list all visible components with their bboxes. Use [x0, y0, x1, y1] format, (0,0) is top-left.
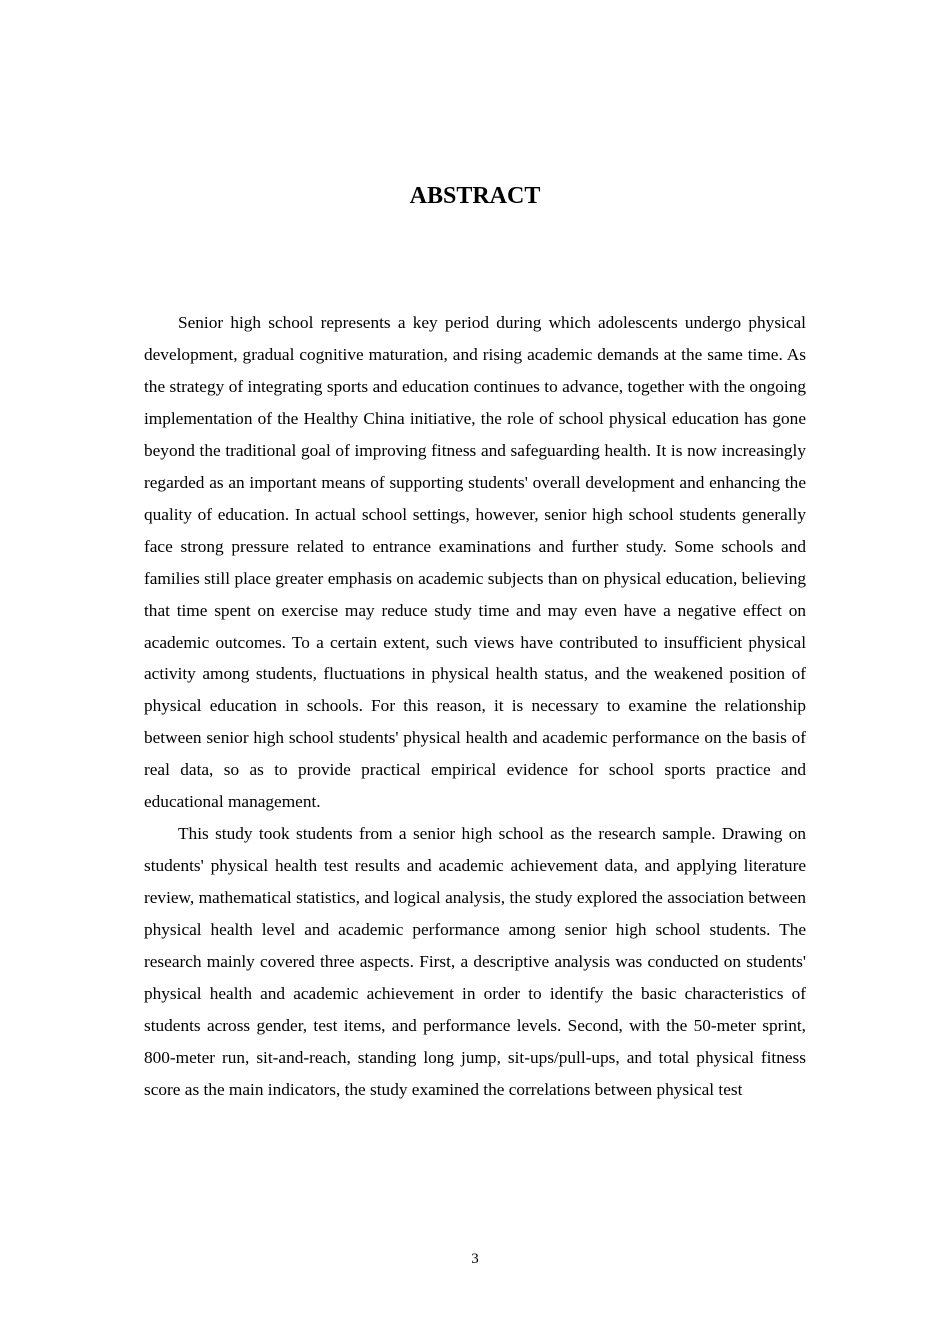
abstract-paragraph-2: This study took students from a senior high school as the research sample. Drawing on students' physical health test results and academic achievement data, and applying literature review, mathematical statistics, and logical analysis, the study explored the association between physical health level and academic performance among senior high school students. The research mainly covered three aspects. First, a descriptive analysis was conducted on students' physical health and academic achievement in order to identify the basic characteristics of students across gender, test items, and performance levels. Second, with the 50-meter sprint, 800-meter run, sit-and-reach, standing long jump, sit-ups/pull-ups, and total physical fitness score as the main indicators, the study examined the correlations between physical test: [144, 824, 806, 1099]
abstract-paragraph-1: Senior high school represents a key period during which adolescents undergo physical development, gradual cognitive maturation, and rising academic demands at the same time. As the strategy of integrating sports and education continues to advance, together with the ongoing implementation of the Healthy China initiative, the role of school physical education has gone beyond the traditional goal of improving fitness and safeguarding health. It is now increasingly regarded as an important means of supporting students' overall development and enhancing the quality of education. In actual school settings, however, senior high school students generally face strong pressure related to entrance examinations and further study. Some schools and families still place greater emphasis on academic subjects than on physical education, believing that time spent on exercise may reduce study time and may even have a negative effect on academic outcomes. To a certain extent, such views have contributed to insufficient physical activity among students, fluctuations in physical health status, and the weakened position of physical education in schools. For this reason, it is necessary to examine the relationship between senior high school students' physical health and academic performance on the basis of real data, so as to provide practical empirical evidence for school sports practice and educational management.: [144, 313, 806, 812]
page-number: 3: [471, 1251, 479, 1267]
abstract-title: ABSTRACT: [409, 183, 541, 209]
abstract-body: [144, 307, 806, 1106]
